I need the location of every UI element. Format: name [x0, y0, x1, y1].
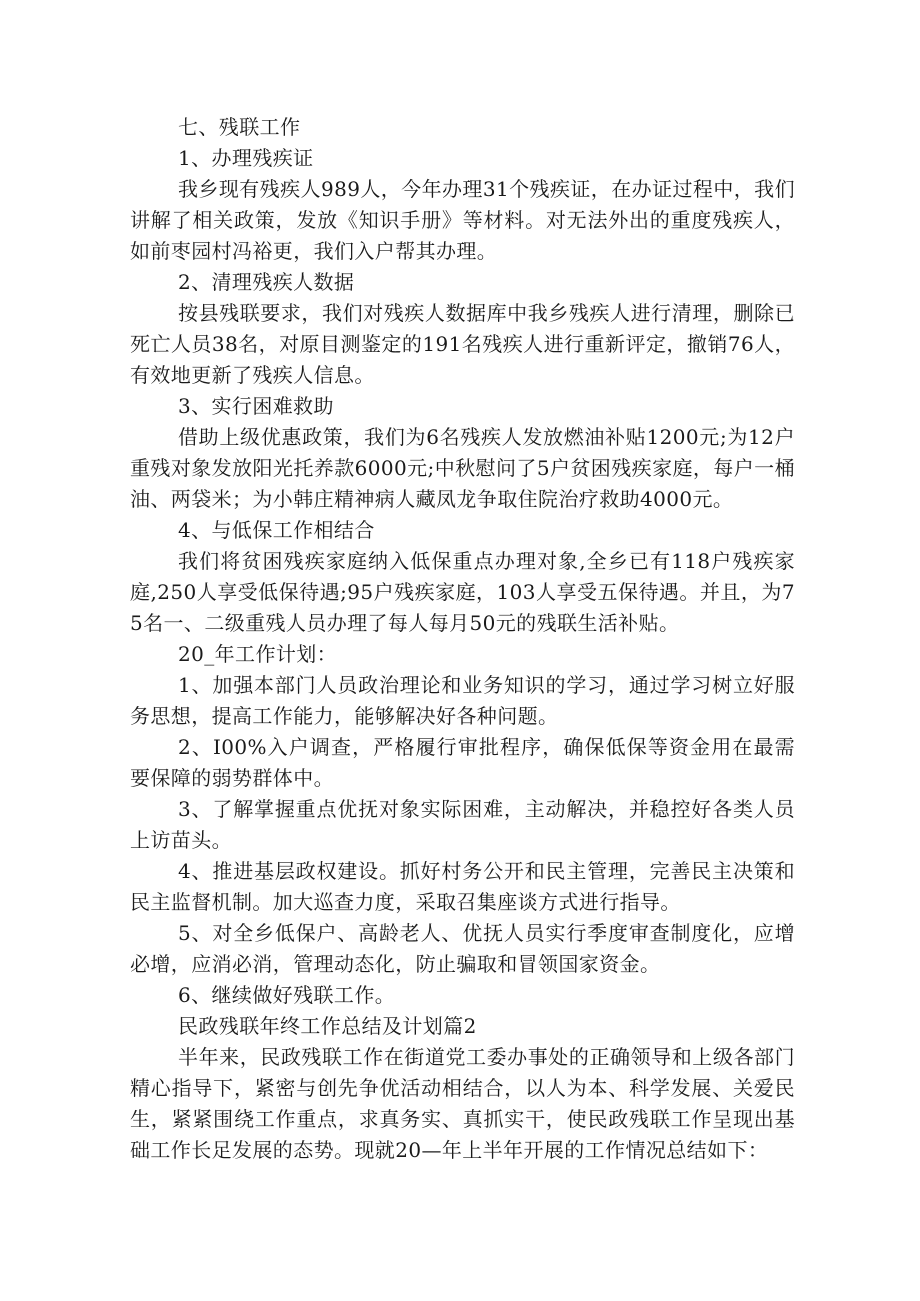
- subheading-clean-data: 2、清理残疾人数据: [178, 270, 355, 294]
- paragraph-hardship-aid: 借助上级优惠政策，我们为6名残疾人发放燃油补贴1200元;为12户重残对象发放阳光托养款6000元;中秋慰问了5户贫困残疾家庭，每户一桶油、两袋米；为小韩庄精神病人藏凤龙争取住院治疗救助4000元。: [130, 425, 795, 511]
- document-body: [130, 112, 795, 1166]
- subheading-hardship-aid: 3、实行困难救助: [178, 394, 334, 418]
- subheading-low-income-link: 4、与低保工作相结合: [178, 518, 375, 542]
- plan-item-5: 5、对全乡低保户、高龄老人、优抚人员实行季度审查制度化，应增必增，应消必消，管理动态化，防止骗取和冒领国家资金。: [130, 921, 795, 976]
- plan-item-4: 4、推进基层政权建设。抓好村务公开和民主管理，完善民主决策和民主监督机制。加大巡查力度，采取召集座谈方式进行指导。: [130, 859, 795, 914]
- plan-item-2: 2、I00%入户调查，严格履行审批程序，确保低保等资金用在最需要保障的弱势群体中。: [130, 735, 795, 790]
- paragraph-half-year-summary: 半年来，民政残联工作在街道党工委办事处的正确领导和上级各部门精心指导下，紧密与创先争优活动相结合，以人为本、科学发展、关爱民生，紧紧围绕工作重点，求真务实、真抓实干，使民政残联工作呈现出基础工作长足发展的态势。现就20—年上半年开展的工作情况总结如下：: [130, 1045, 795, 1162]
- plan-item-1: 1、加强本部门人员政治理论和业务知识的学习，通过学习树立好服务思想，提高工作能力，能够解决好各种问题。: [130, 673, 795, 728]
- paragraph-low-income-link: 我们将贫困残疾家庭纳入低保重点办理对象,全乡已有118户残疾家庭,250人享受低保待遇;95户残疾家庭，103人享受五保待遇。并且，为75名一、二级重残人员办理了每人每月50元的残联生活补贴。: [130, 549, 795, 635]
- paragraph-disability-cards: 我乡现有残疾人989人，今年办理31个残疾证，在办证过程中，我们讲解了相关政策，发放《知识手册》等材料。对无法外出的重度残疾人，如前枣园村冯裕更，我们入户帮其办理。: [130, 177, 795, 263]
- plan-item-3: 3、了解掌握重点优抚对象实际困难，主动解决，并稳控好各类人员上访苗头。: [130, 797, 795, 852]
- article-title-part-2: 民政残联年终工作总结及计划篇2: [178, 1014, 477, 1038]
- section-heading-disability-work: 七、残联工作: [178, 115, 301, 139]
- paragraph-clean-data: 按县残联要求，我们对残疾人数据库中我乡残疾人进行清理，删除已死亡人员38名，对原目测鉴定的191名残疾人进行重新评定，撤销76人，有效地更新了残疾人信息。: [130, 301, 795, 387]
- heading-work-plan: 20_年工作计划：: [178, 642, 338, 666]
- plan-item-6: 6、继续做好残联工作。: [178, 983, 396, 1007]
- subheading-disability-cards: 1、办理残疾证: [178, 146, 314, 170]
